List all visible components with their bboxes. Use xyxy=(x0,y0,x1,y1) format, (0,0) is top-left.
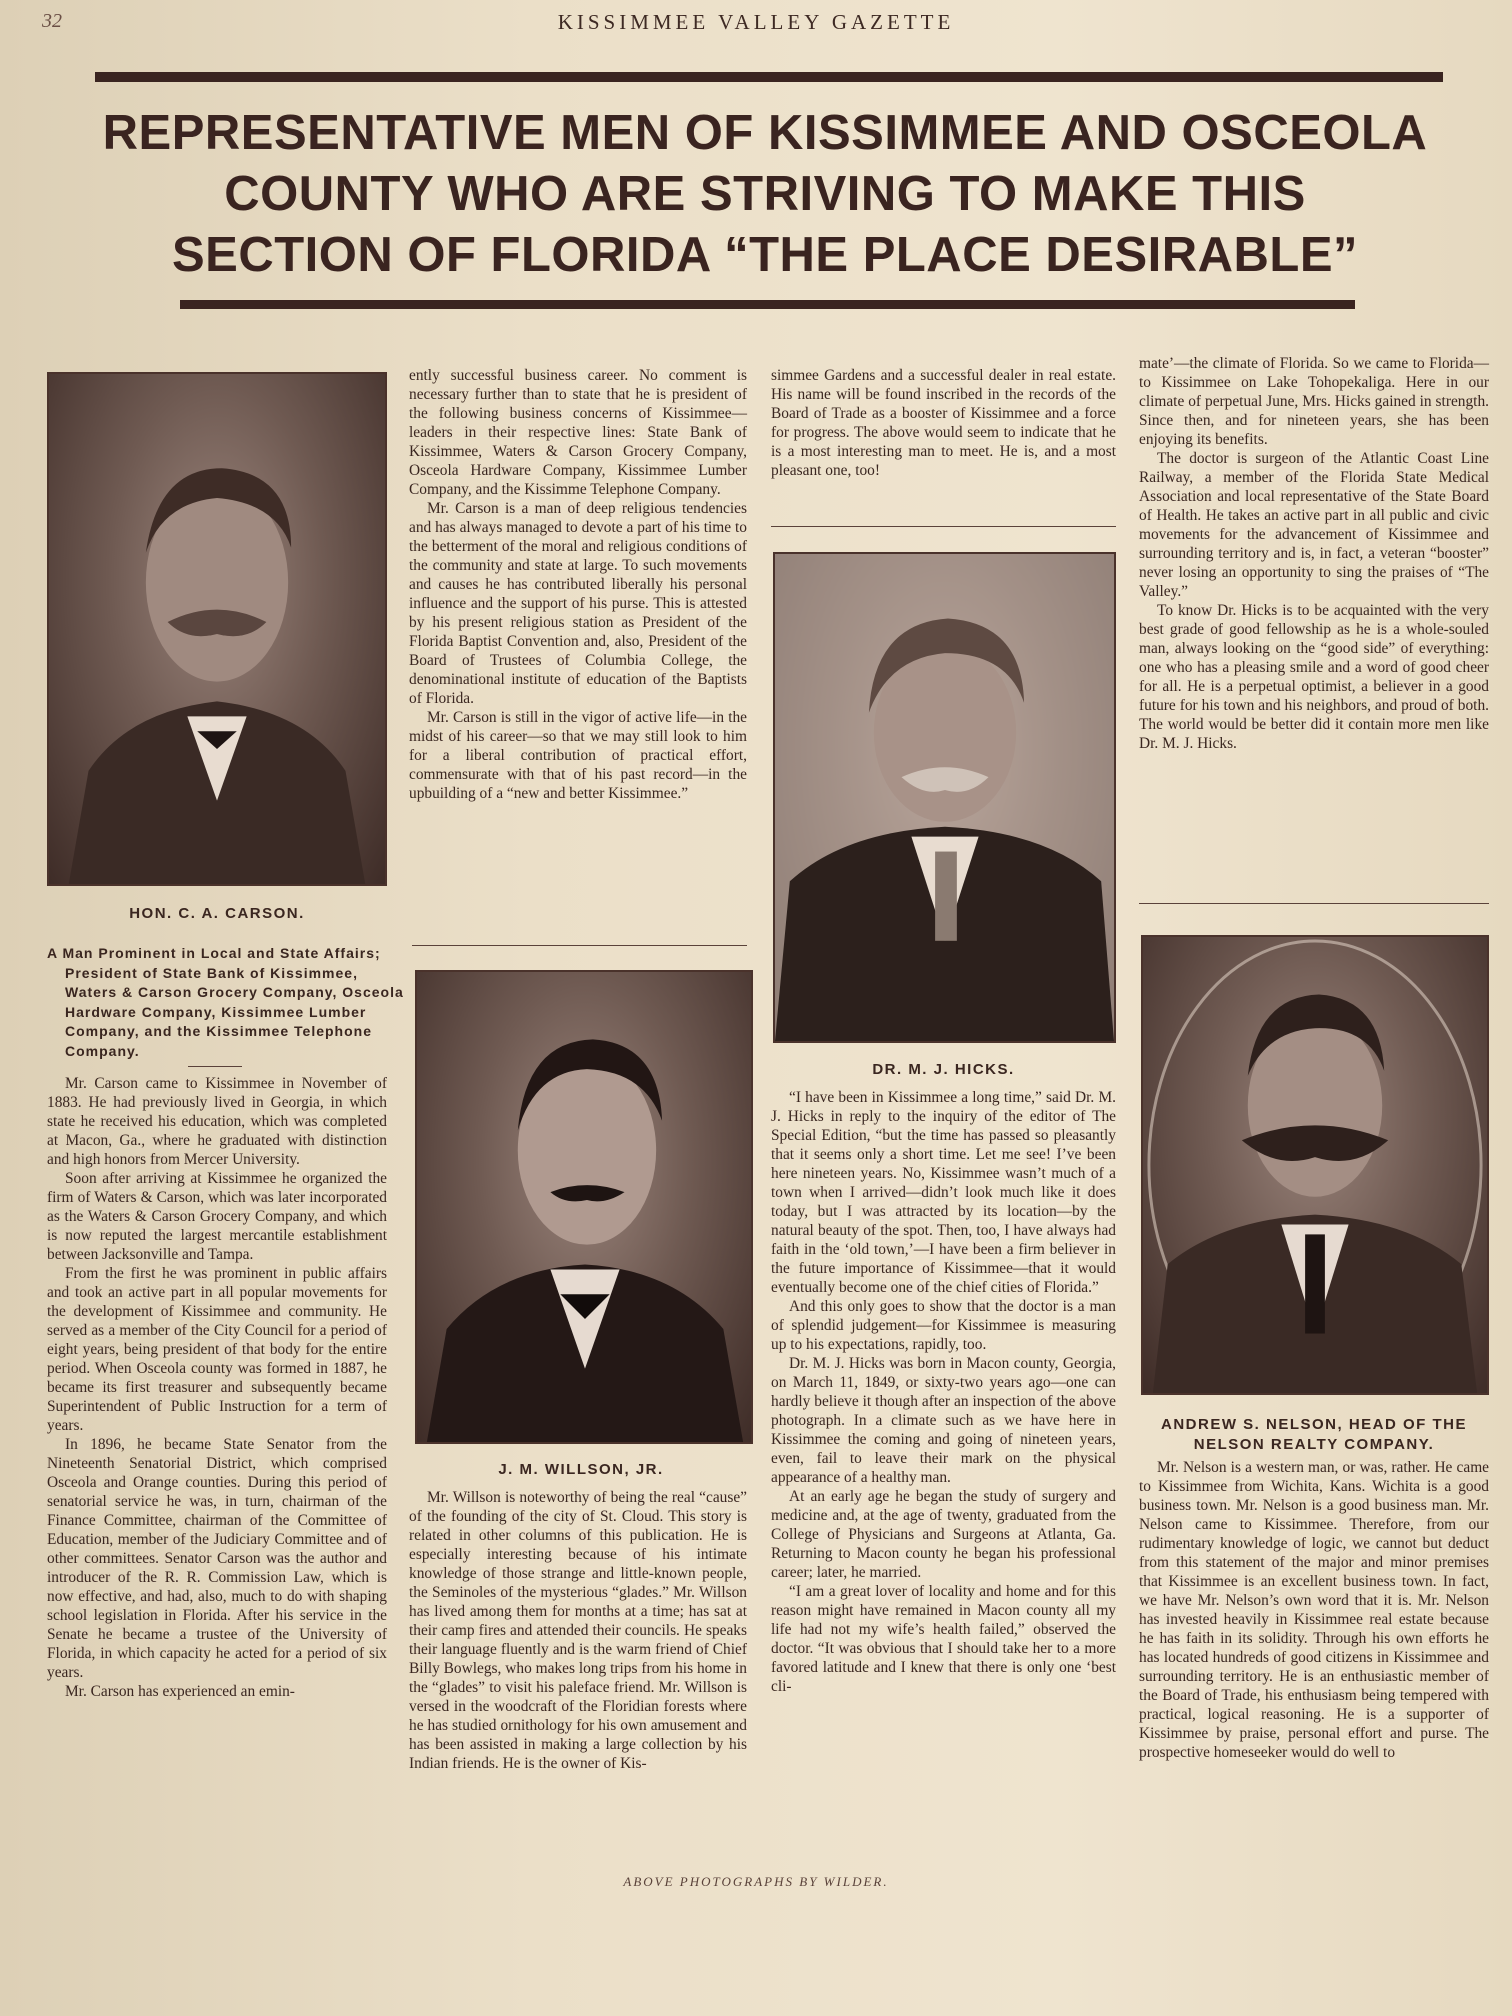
carson-paragraph-5: Mr. Carson has experienced an emin- xyxy=(65,1683,295,1700)
column4-divider xyxy=(1139,903,1489,904)
carson-paragraph-6: ently successful business career. No comment is necessary further than to state that he is president of the following business concerns of Kissimmee—leaders in their respective lines: State Bank of Kissimmee, Waters & Carson Grocery Company, Osceola Hardware Company, Kissimmee Lumber Company, and the Kissimme Telephone Company. xyxy=(409,367,747,498)
masthead: KISSIMMEE VALLEY GAZETTE xyxy=(557,10,955,34)
nelson-paragraph-1: Mr. Nelson is a western man, or was, rather. He came to Kissimmee from Wichita, Kans. Wichita is a good business town. Mr. Nelson is a good business man. Mr. Nelson came to Kissimmee. Therefore, from our rudimentary knowledge of logic, we cannot but deduct from this statement of the major and minor premises that Kissimmee is an excellent business town. In fact, we have Mr. Nelson’s own word that it is. Mr. Nelson has invested heavily in Kissimmee real estate because he has faith in its solidity. Through his own efforts he has located hundreds of good citizens in Kissimmee and surrounding territory. He is an enthusiastic member of the Board of Trade, his enthusiasm being tempered with practical, logical reasoning. He is a supporter of Kissimmee by praise, personal effort and purse. The prospective homeseeker would do well to xyxy=(1139,1459,1489,1761)
nelson-article xyxy=(1139,1458,1489,1762)
carson-paragraph-4: In 1896, he became State Senator from the Nineteenth Senatorial District, which comprised Osceola and Orange counties. During this period of senatorial service he was, in turn, chairman of the Finance Committee, chairman of the Committee of Education, member of the Judiciary Committee and of other committees. Senator Carson was the author and introducer of the R. R. Commission Law, which is now effective, and had, also, much to do with shaping school legislation in Florida. After his service in the Senate he became a trustee of the University of Florida, in which capacity he acted for a period of six years. xyxy=(47,1436,387,1681)
carson-portrait xyxy=(47,372,387,886)
hicks-portrait-figure xyxy=(775,554,1114,1041)
carson-paragraph-1: Mr. Carson came to Kissimmee in November of 1883. He had previously lived in Georgia, in which state he received his education, which was completed at Macon, Ga., where he graduated with distinction and high honors from Mercer University. xyxy=(47,1075,387,1168)
hicks-paragraph-6: mate’—the climate of Florida. So we came to Florida—to Kissimmee on Lake Tohopekaliga. Here in our climate of perpetual June, Mrs. Hicks gained in strength. Since then, and for nineteen years, she has been enjoying its benefits. xyxy=(1139,355,1489,448)
hicks-paragraph-8: To know Dr. Hicks is to be acquainted with the very best grade of good fellowship as he is a whole-souled man, always looking on the “good side” of everything: one who has a pleasing smile and a word of good cheer for all. He is a perpetual optimist, a believer in a good future for his town and his neighbors, and proud of both. The world would be better did it contain more men like Dr. M. J. Hicks. xyxy=(1139,602,1489,752)
carson-article-part2 xyxy=(409,366,747,803)
photo-credit: ABOVE PHOTOGRAPHS BY WILDER. xyxy=(623,1874,889,1889)
carson-paragraph-2: Soon after arriving at Kissimmee he organized the firm of Waters & Carson, which was later incorporated as the Waters & Carson Grocery Company, and which is now reputed the largest mercantile establishment between Jacksonville and Tampa. xyxy=(47,1170,387,1263)
headline-line-2: COUNTY WHO ARE STRIVING TO MAKE THIS xyxy=(224,167,1306,221)
hicks-article xyxy=(771,1088,1116,1696)
column2-divider xyxy=(412,945,747,946)
headline-bottom-rule xyxy=(180,300,1355,309)
column3-divider xyxy=(771,526,1116,527)
carson-paragraph-7: Mr. Carson is a man of deep religious tendencies and has always managed to devote a part of his time to the betterment of the moral and religious conditions of the community and state at large. To such movements and causes he has contributed liberally his personal influence and the support of his purse. This is attested by his present religious station as President of the Florida Baptist Convention and, also, President of the Board of Trustees of Columbia College, the denominational institute of education of the Baptists of Florida. xyxy=(409,500,747,707)
willson-paragraph-1: Mr. Willson is noteworthy of being the real “cause” of the founding of the city of St. Cloud. This story is related in other columns of this publication. He is especially interesting because of his intimate knowledge of those strange and little-known people, the Seminoles of the mysterious “glades.” Mr. Willson has lived among them for months at a time; has sat at their camp fires and attended their councils. He speaks their language fluently and is the warm friend of Chief Billy Bowlegs, who makes long trips from his home in the “glades” to visit his paleface friend. Mr. Willson is versed in the woodcraft of the Floridian forests where he has studied ornithology for his own amusement and has been assisted in making a large collection by his Indian friends. He is the owner of Kis- xyxy=(409,1489,747,1772)
hicks-article-continued xyxy=(1139,354,1489,753)
carson-paragraph-3: From the first he was prominent in public affairs and took an active part in all popular movements for the development of Kissimmee and community. He served as a member of the City Council for a period of eight years, being president of that body for the entire period. When Osceola county was formed in 1887, he became its first treasurer and subsequently became Superintendent of Public Instruction for a term of years. xyxy=(47,1265,387,1434)
nelson-caption xyxy=(1139,1415,1489,1455)
hicks-paragraph-7: The doctor is surgeon of the Atlantic Coast Line Railway, a member of the Florida State Medical Association and local representative of the State Board of Health. He takes an active part in all public and civic movements for the advancement of Kissimmee and surrounding territory and is, in fact, a veteran “booster” never losing an opportunity to sing the praises of “The Valley.” xyxy=(1139,450,1489,600)
carson-subcaption: A Man Prominent in Local and State Affairs; President of State Bank of Kissimmee, Waters & Carson Grocery Company, Osceola Hardware Company, Kissimmee Lumber Company, and the Kissimmee Telephone Company. xyxy=(47,945,404,1059)
carson-caption: HON. C. A. CARSON. xyxy=(129,905,305,922)
nelson-caption-line-1: ANDREW S. NELSON, HEAD OF THE xyxy=(1160,1416,1467,1433)
hicks-paragraph-2: And this only goes to show that the doctor is a man of splendid judgement—for Kissimmee is measuring up to his expectations, rapidly, too. xyxy=(771,1298,1116,1353)
willson-portrait xyxy=(415,970,753,1444)
hicks-paragraph-3: Dr. M. J. Hicks was born in Macon county, Georgia, on March 11, 1849, or sixty-two years ago—one can hardly believe it though after an inspection of the above photograph. In a climate such as we have here in Kissimmee the coming and going of nineteen years, even, fail to leave their mark on the physical appearance of a healthy man. xyxy=(771,1355,1116,1486)
willson-caption: J. M. WILLSON, JR. xyxy=(498,1461,664,1478)
carson-portrait-figure xyxy=(49,374,385,884)
nelson-caption-line-2: NELSON REALTY COMPANY. xyxy=(1193,1436,1435,1453)
hicks-paragraph-5: “I am a great lover of locality and home and for this reason might have remained in Macon county all my life had not my wife’s health failed,” observed the doctor. “It was obvious that I should take her to a more favored latitude and I knew that there is only one ‘best cli- xyxy=(771,1583,1116,1695)
headline-line-1: REPRESENTATIVE MEN OF KISSIMMEE AND OSCEOLA xyxy=(102,106,1428,160)
hicks-paragraph-1: “I have been in Kissimmee a long time,” said Dr. M. J. Hicks in reply to the inquiry of the editor of The Special Edition, “but the time has passed so pleasantly that it seems only a short time. Let me see! I’ve been here nineteen years. No, Kissimmee wasn’t much of a town when I arrived—didn’t look much like it does today, but I was attracted by its location—by the natural beauty of the spot. Then, too, I have always had faith in the ‘old town,’—I have been a firm believer in the future importance of Kissimmee—that it would eventually become one of the chief cities of Florida.” xyxy=(771,1089,1116,1296)
carson-divider xyxy=(188,1066,242,1067)
hicks-paragraph-4: At an early age he began the study of surgery and medicine and, at the age of twenty, graduated from the College of Physicians and Surgeons at Atlanta, Ga. Returning to Macon county he began his professional career; later, he married. xyxy=(771,1488,1116,1581)
page-number: 32 xyxy=(42,10,62,32)
hicks-portrait xyxy=(773,552,1116,1043)
headline xyxy=(80,103,1450,286)
willson-article xyxy=(409,1488,747,1773)
nelson-portrait xyxy=(1141,935,1489,1395)
hicks-caption: DR. M. J. HICKS. xyxy=(872,1061,1015,1078)
willson-portrait-figure xyxy=(417,972,751,1442)
carson-paragraph-8: Mr. Carson is still in the vigor of active life—in the midst of his career—so that we may still look to him for a liberal contribution of practical effort, commensurate with that of his past record—in the upbuilding of a “new and better Kissimmee.” xyxy=(409,709,747,802)
nelson-portrait-figure xyxy=(1143,937,1487,1393)
willson-paragraph-2: simmee Gardens and a successful dealer in real estate. His name will be found inscribed in the records of the Board of Trade as a booster of Kissimmee and a force for progress. The above would seem to indicate that he is a most interesting man to meet. He is, and a most pleasant one, too! xyxy=(771,367,1116,479)
carson-article-part1 xyxy=(47,1074,387,1701)
headline-line-3: SECTION OF FLORIDA “THE PLACE DESIRABLE” xyxy=(171,228,1359,282)
willson-article-continued xyxy=(771,366,1116,480)
headline-top-rule xyxy=(95,72,1443,82)
